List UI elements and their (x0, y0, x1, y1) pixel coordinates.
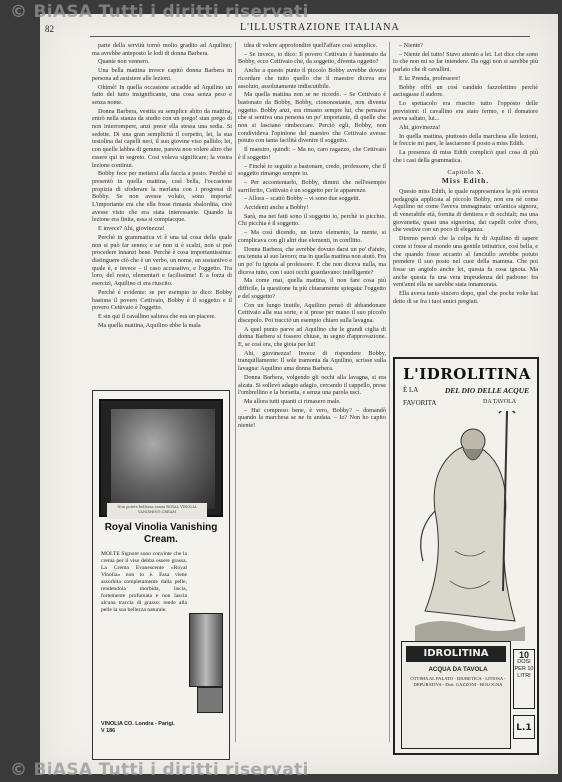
product-details: OTTIMA AL PALATO - DIURETICA - LITIOSA - DEPURATIVA - Dott. GAZZONI - BOLOGNA (410, 676, 506, 687)
paragraph: Ma come mai, quella mattina, il non fare cosa più difficile, la questione fu più chiaramente spiegata: l'oggetto e del soggetto? (238, 277, 386, 300)
ad-company (101, 721, 191, 735)
paragraph: parte della servitù tornò molto gradito ad Aquilino; ma avrebbe anteposto le lodi di donna Barbera. (92, 42, 232, 57)
paragraph: E la: Prenda, professore! (399, 74, 461, 82)
product-package (401, 641, 511, 749)
paragraph: A quel punto parve ad Aquilino che le grandi ciglia di donna Barbera si fossero chiuse, in segno d'approvazione. E, se così era, che gioia per lui! (238, 325, 386, 349)
paragraph: Bobby offrì un così candido fazzolettino perchè asciugasse il sudore. (393, 83, 538, 99)
ad-body: MOLTE Signore sono convinte che la crema per il viso debba essere grassa. La Crema Evanescente «Royal Vinolia» non lo è. Essa viene assorbita completamente dalla pelle, rendendola morbida, liscia, fortemente profumata e non lascia alcuna traccia di grasso: rende alla pelle la sua bellezza naturale. (101, 551, 187, 613)
paragraph: Ella aveva tanto sincero dopo, quel che poche volte hai detto di se fra i tuoi amici pregiati. (393, 290, 538, 305)
ad-company-name: VINOLIA CO. Londra - Parigi. (101, 721, 175, 727)
ad-tagline: FAVORITA (403, 399, 437, 407)
paragraph: idea di volere approfondire quell'affare così semplice. (244, 42, 378, 49)
article-column-1 (92, 42, 232, 330)
chapter-title: Miss Edith. (441, 176, 490, 186)
paragraph: Con un lungo inutile, Aquilino pensò di abbandonare Cettivaio alla sua sorte, e si prese per mano il suo piccolo discepolo. Poi tracciò un esempio chiaro sulla lavagna. (238, 301, 386, 324)
article-column-2 (238, 42, 386, 431)
paragraph: In quella mattina, piuttosto della marchesa alle lezioni, le freccie mi pare, le lasciarono il posto a miss Edith. (393, 132, 538, 148)
paragraph: E invece? Ahi, giovinezza! (98, 225, 165, 233)
paragraph: ‒ Allora ‒ scattò Bobby ‒ vi sono due soggetti. (244, 195, 361, 203)
paragraph: ‒ Ma così dicendo, un terzo elemento, la mente, si complicava con gli altri due elementi, in conflitto. (238, 229, 386, 244)
price-label: L.1 (513, 715, 535, 739)
paragraph: Accidenti anche a Bobby! (244, 204, 309, 212)
paragraph: Ahi, giovinezza! Invece di rispondere Bobby, tranquillamente: Il sole tramonta da Aquilino, scrisse sulla lavagna: Aquilino ama donna Barbera. (238, 349, 386, 373)
product-subtitle: ACQUA DA TAVOLA (428, 666, 488, 673)
paragraph: ‒ Niente del tutto! Stavo attento a lei. Lei dice che sono io che non mi so far intendere. Da oggi non si sarebbe più parlato che di cavallini. (393, 50, 538, 74)
article-column-3 (393, 42, 538, 307)
paragraph: ‒ Hai compreso bene, è vero, Bobby? ‒ domandò quando la marchesa se ne fu andata. ‒ Io? Non ho capito niente! (238, 406, 386, 430)
paragraph: Ohimè! In quella occasione accadde ad Aquilino un fatto del tutto insignificante, una cosa senza peso e senza nome. (92, 83, 232, 106)
paragraph: Questo miss Edith, le quale rappresentava la più severa pedagogia applicata al piccolo Bobby, non era né come Aquilino né come l'aveva immaginata: un'antica signora, di venerabile età, fornita di dentiera e di occhiali; ma una giovanetta, quasi una signorina, dai capelli color d'oro, che vestiva con un poco di eleganza. (393, 187, 538, 234)
paragraph: Sarà, ma nei fatti sono il soggetto io, perchè io picchio. Chi picchia è il soggetto. (238, 212, 386, 228)
paragraph: Ahi, giovinezza! (399, 124, 441, 132)
paragraph: ‒ Finchè io seguito a bastonare, credo, professore, che il soggetto rimango sempre io. (238, 162, 386, 178)
paragraph: Perchè è evidente: se per esempio io dico: Bobby bastona il povero Cettivaio, Bobby è il soggetto e il povero Cettivaio è l'oggetto. (92, 288, 232, 312)
watermark-bottom: © BiASA Tutti i diritti riservati (10, 760, 309, 780)
cream-jar-icon (189, 613, 223, 687)
ad-royal-vinolia (92, 390, 230, 760)
watermark-top: © BiASA Tutti i diritti riservati (10, 2, 309, 22)
paragraph: Donna Barbera, che avrebbe dovuto darsi un po' d'aiuto, era tenuta al suo lavoro; ma in quella mattina non aiutò. Fra un po' fu ignota al professore. E che non diceva nulla, ma diceva tutto, con i suoi occhi guardavano: intelligente? (238, 245, 386, 276)
dose-count: 10 (518, 650, 529, 660)
paragraph: Diremo perciò che la colpa fu di Aquilino di sapere come si fosse al mondo una gentile istitutrice, così bella, e che quando fosse accanto al fanciullo avrebbe potuto prendere il suo posto nel cuor della mamma. Che poi fosse un angiolo anche lei, questa fu cosa ignota. Ma anche questa fu una vera imprudenza del padrone: fra vent'anni ella ne sarebbe stata innamorata. (393, 235, 538, 289)
paragraph: E sin qui il cavallino saltava che era un piacere. (98, 312, 216, 320)
ad-tagline: È LA (403, 386, 419, 394)
paragraph: Perchè in grammatica vi è una tal cosa della quale non si può far senno; e se non si è scalzi, non si può procedere innanzi bene. Perchè è cosa importantissima: distinguere ciò che è un verbo, un nome, un sostantivo e quale è, e invece ‒ il caso accusativo, e l'oggetto. Tra loro, del resto, elementari e facilissime! E a forza di esercizi, Aquilino ci era riuscito. (92, 233, 232, 288)
ad-tagline: DEL DIO DELLE ACQUE (444, 386, 530, 395)
paragraph: ‒ Se invece, io dico: Il povero Cettivaio è bastonato da Bobby, ecco Cettivaio che, da soggetto, diventa oggetto? (238, 50, 386, 66)
dose-box (513, 649, 535, 709)
paragraph: Donna Barbera, vestita su semplice abito da mattina, entrò nella stanza da studio con un prego! stan prego di non interrompere, anzi prese ella stessa una sedia. Si sedette. Di una gran semplicità il corpetto, lei, la sua testolina dai capelli neri, il suo giovine viso pallido; lei, con quelle labbra di gemme, pareva non volere altro che essere qui in segreto. Cosi voleva significare; la vostra lezione continui. (92, 107, 232, 169)
ad-idrolitina (393, 357, 539, 755)
paragraph: Anche a questo punto il piccolo Bobby avrebbe dovuto ricordare che tutto quello che il maestro diceva era assoluto, assolutamente indiscutibile. (238, 67, 386, 90)
page-number: 82 (45, 24, 54, 34)
neptune-figure-icon (415, 411, 525, 641)
paragraph: Una bella mattina invece capitò donna Barbera in persona ad assistere alle lezioni. (92, 67, 232, 82)
paragraph: Quante non vennero. (98, 58, 150, 66)
paragraph: Lo spettacolo era riuscito tutto l'opposto delle previsioni: il cavallino era stato fermo, e il domatore aveva saltato, lui... (393, 99, 538, 123)
ad-code: V 186 (101, 728, 116, 734)
paragraph: La presenza di miss Edith complicò quel cosa di più che i casi della grammatica. (393, 149, 538, 164)
ad-tagline: DA TAVOLA (483, 399, 517, 405)
paragraph: Ma quella mattina, Aquilino ebbe la mala (98, 321, 201, 329)
chapter-label: Capitolo X. (447, 168, 484, 176)
paragraph: Ma allora tutti quanti ci rimasero male. (244, 397, 341, 405)
column-divider (235, 42, 236, 742)
paragraph: ‒ Niente? (399, 42, 423, 49)
ad-title: L'IDROLITINA (403, 365, 531, 383)
paragraph: Il maestro, quindi: ‒ Ma no, caro ragazzo, che Cettivaio è il soggetto! (238, 146, 386, 161)
paragraph: Donna Barbera, volgendo gli occhi alla lavagna, si era alzata. Si sollevò adagio adagio, cercando il cappello, prese l'ombrellino e la borsetta, e senza una parola uscì. (238, 373, 386, 397)
product-brand: IDROLITINA (406, 646, 506, 662)
header-rule (90, 36, 530, 37)
column-divider (389, 42, 390, 742)
paragraph: Bobby fece per mettersi alla faccia a posto. Perchè si presentò in quella mattina, così bella, l'occasione propizia di sfoderare la merlana con i progressi di Bobby. Se non avesse voluto, sono importa! L'importante era che ella fosse rimasta sbalordita, cioè avesse visto che era stata interessante. Quando la lezione era finita, essa si compiacque. (92, 170, 232, 224)
paragraph: Ma quella mattina non se ne ricordò. ‒ Se Cettivaio è bastonato da Bobby, Bobby, ciononostante, non diventa oggetto. Bobby anzi, era rimasto sempre lui, che pensava che si sentiva una persona un po' importante, di quelle che non si lasciano rimbeccare. Perciò egli, Bobby, non condivideva l'opinione del maestro che Cettivaio avesse potuto con tanta facilità divenire il soggetto. (238, 91, 386, 145)
ad-illustration-caption: Non potete bellezza senza ROYAL VINOLIA VANISHING CREAM (107, 503, 207, 519)
cream-box-icon (197, 687, 223, 713)
dose-text: DOSI PER 10 LITRI (514, 659, 534, 679)
journal-title: L'ILLUSTRAZIONE ITALIANA (240, 22, 400, 33)
ad-illustration-woman (99, 399, 223, 517)
paragraph: ‒ Per accontentarlo, Bobby, dimmi che nell'esempio surriferito, Cettivaio è un soggetto per le apparenze. (238, 178, 386, 194)
ad-title: Royal Vinolia Vanishing Cream. (104, 522, 218, 545)
portrait-image (111, 409, 215, 509)
